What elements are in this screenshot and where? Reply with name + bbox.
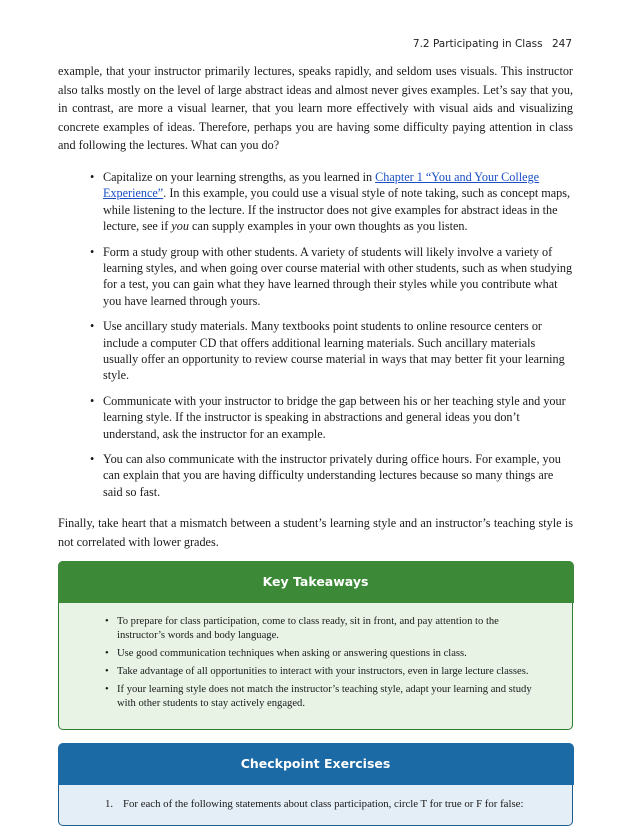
list-item: • If your learning style does not match the instructor’s teaching style, adapt your learning and study with other students to stay actively engaged. (105, 683, 532, 709)
page-number: 247 (551, 38, 572, 50)
list-item: • Take advantage of all opportunities to interact with your instructors, even in large lecture classes. (105, 665, 529, 677)
list-item (105, 797, 544, 811)
closing-paragraph: Finally, take heart that a mismatch between a student’s learning style and an instructor’s teaching style is not correlated with lower grades. (58, 516, 573, 549)
section-title: 7.2 Participating in Class (412, 38, 543, 50)
bullet-glyph: • (105, 683, 109, 695)
page-content (58, 62, 573, 826)
bullet-glyph: • (90, 244, 95, 259)
bullet-glyph: • (90, 319, 95, 334)
intro-paragraph: example, that your instructor primarily lectures, speaks rapidly, and seldom uses visuals. This instructor also talks mostly on the level of large abstract ideas and almost never gives examples. Let’s say that you, in contrast, are more a visual learner, that you learn more effectively with visual aids and visualizing concrete examples of ideas. Therefore, perhaps you are having some difficulty paying attention in class and following the lectures. What can you do? (58, 64, 573, 153)
takeaways-list (105, 615, 544, 711)
list-item: • Use good communication techniques when asking or answering questions in class. (105, 647, 467, 659)
exercise-list (105, 797, 544, 811)
strategy-list (58, 169, 573, 500)
bullet-glyph: • (105, 665, 109, 677)
exercise-text: For each of the following statements about class participation, circle T for true or F for false: (123, 798, 524, 811)
running-header (413, 38, 572, 50)
list-item: • You can also communicate with the instructor privately during office hours. For example, you can explain that you are having difficulty understanding lectures because so many things are said so fast. (90, 452, 561, 499)
key-takeaways-box (58, 561, 573, 730)
bullet-glyph: • (90, 452, 95, 467)
bullet-glyph: • (105, 615, 109, 627)
list-item: • Use ancillary study materials. Many textbooks point students to online resource centers or include a computer CD that offers additional learning materials. Such ancillary materials usually offer an opportunity to review course material in ways that may better fit your learning style. (90, 319, 565, 383)
list-item: • To prepare for class participation, come to class ready, sit in front, and pay attention to the instructor’s words and body language. (105, 615, 499, 641)
list-item: • Capitalize on your learning strengths, as you learned in Chapter 1 “You and Your College Experience”. In this example, you could use a visual style of note taking, such as concept maps, while listening to the lecture. If the instructor does not give examples for abstract ideas in the lecture, see if you can supply examples in your own thoughts as you listen. (90, 169, 571, 234)
bullet-glyph: • (90, 169, 95, 184)
checkpoint-exercises-title: Checkpoint Exercises (58, 743, 574, 785)
bullet-glyph: • (90, 393, 95, 408)
list-item: • Communicate with your instructor to bridge the gap between his or her teaching style and your learning style. If the instructor is speaking in abstractions and general ideas you don’t understand, ask the instructor for an example. (90, 393, 566, 441)
bullet-glyph: • (105, 647, 109, 659)
chapter-1-link[interactable]: Chapter 1 “You and Your College Experience” (103, 169, 540, 201)
key-takeaways-title: Key Takeaways (58, 561, 574, 603)
checkpoint-exercises-box (58, 744, 573, 826)
exercise-number: 1. (105, 798, 114, 811)
list-item: • Form a study group with other students. A variety of students will likely involve a variety of learning styles, and when going over course material with other students, such as when studying for a test, you can gain what they have learned through their styles while you contribute what you have learned through yours. (90, 244, 573, 308)
